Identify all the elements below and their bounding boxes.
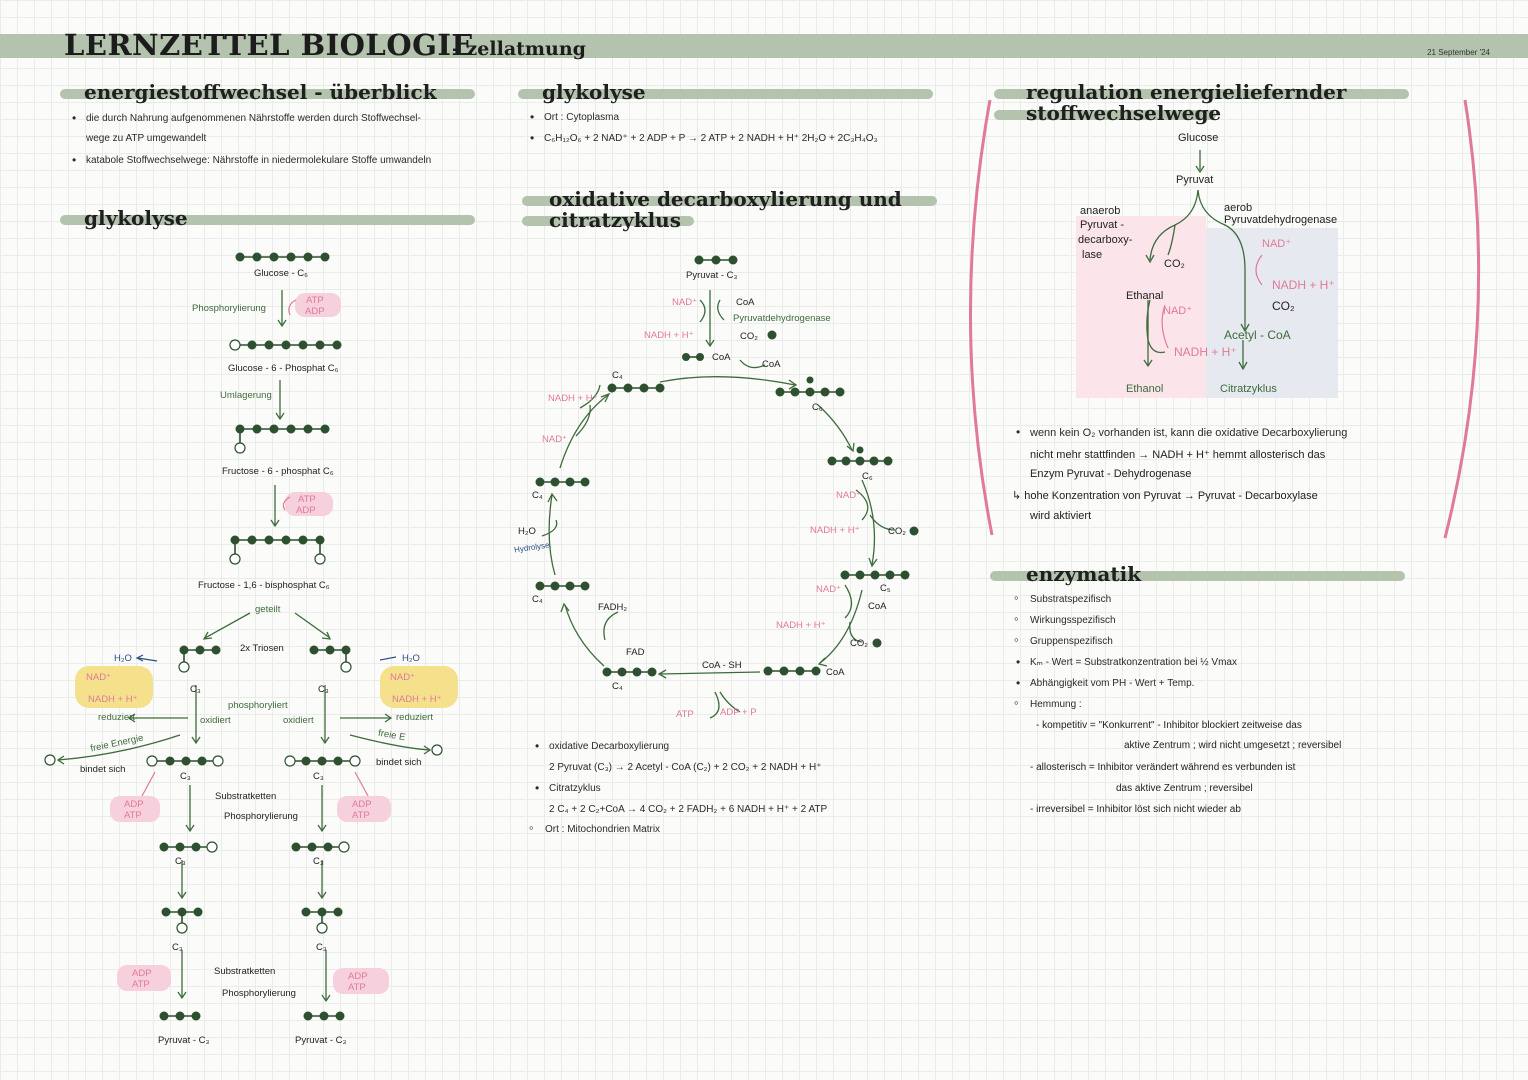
regulation-line-4: ↳ hohe Konzentration von Pyruvat → Pyruvat - Decarboxylase <box>1012 490 1318 502</box>
coash-label: CoA - SH <box>702 660 742 671</box>
bindet-label: bindet sich <box>376 757 422 768</box>
adp-label: ADP + P <box>720 707 757 718</box>
nad-label: NAD⁺ <box>542 434 568 445</box>
adp-label: ADP <box>305 306 325 317</box>
citrat-eq-1: 2 Pyruvat (C₃) → 2 Acetyl - CoA (C₂) + 2 CO₂ + 2 NADH + H⁺ <box>549 762 822 773</box>
hemmung-allosterisch-2: das aktive Zentrum ; reversibel <box>1116 783 1253 794</box>
nadh-label: NADH + H⁺ <box>392 694 442 705</box>
glykolyse-bullet-1: • Ort : Cytoplasma <box>544 112 619 123</box>
coa-label: CoA <box>762 359 781 370</box>
aerob-label-1: aerob <box>1224 202 1253 214</box>
hemmung-kompetitiv-2: aktive Zentrum ; wird nicht umgesetzt ; reversibel <box>1124 740 1342 751</box>
coa-label: CoA <box>826 667 845 678</box>
acetyl-label: Acetyl - CoA <box>1224 328 1291 342</box>
freie-e-label: freie E <box>377 727 407 744</box>
citrat-eq-2: 2 C₄ + 2 C₂+CoA → 4 CO₂ + 2 FADH₂ + 6 NADH + H⁺ + 2 ATP <box>549 804 828 815</box>
pyruvat-label: Pyruvat - C₃ <box>686 270 738 281</box>
anaerob-label-3: decarboxy- <box>1078 234 1133 246</box>
nad-label: NAD⁺ <box>836 490 862 501</box>
umlagerung-label: Umlagerung <box>220 390 272 401</box>
atp-label: ATP <box>352 810 370 821</box>
coa-label: CoA <box>736 297 755 308</box>
c3-label: C₃ <box>318 684 329 695</box>
hemmung-kompetitiv: - kompetitiv = "Konkurrent" - Inhibitor blockiert zeitweise das <box>1036 720 1302 731</box>
regulation-line-5: wird aktiviert <box>1030 510 1092 522</box>
section-heading-overview: energiestoffwechsel - überblick <box>84 80 437 104</box>
c4-label: C₄ <box>612 370 623 381</box>
atp-label: ATP <box>676 709 694 720</box>
co2-label: CO₂ <box>1164 258 1185 270</box>
phosphorylation-label: Phosphorylierung <box>192 303 266 314</box>
atp-label: ATP <box>124 810 142 821</box>
nadh-label: NADH + H⁺ <box>1272 278 1335 292</box>
g6p-label: Glucose - 6 - Phosphat C₆ <box>228 363 339 374</box>
date: 21 September '24 <box>1427 48 1490 57</box>
nad-label: NAD⁺ <box>1163 305 1193 317</box>
nad-label: NAD⁺ <box>1262 238 1292 250</box>
adp-label: ADP <box>348 971 368 982</box>
c4-label: C₄ <box>532 490 543 501</box>
atp-label: ATP <box>132 979 150 990</box>
c3-label: C₃ <box>313 771 324 782</box>
oxidiert-label: oxidiert <box>200 715 231 726</box>
f6p-label: Fructose - 6 - phosphat C₆ <box>222 466 334 477</box>
atp-label: ATP <box>348 982 366 993</box>
aerob-label-2: Pyruvatdehydrogenase <box>1224 214 1338 226</box>
enzymatik-bullet-5: • Abhängigkeit vom PH - Wert + Temp. <box>1030 678 1194 689</box>
glucose-label: Glucose <box>1178 132 1219 144</box>
pdh-label: Pyruvatdehydrogenase <box>733 313 831 324</box>
section-heading-glykolyse-diagram: glykolyse <box>84 206 188 230</box>
c3-label: C₃ <box>190 684 201 695</box>
freie-energie-label: freie Energie <box>89 732 145 755</box>
co2-label: CO₂ <box>850 638 868 649</box>
overview-bullet-1b: wege zu ATP umgewandelt <box>86 133 207 144</box>
nad-label: NAD⁺ <box>672 297 698 308</box>
adp-label: ADP <box>352 799 372 810</box>
glykolyse-bullet-2: • C₆H₁₂O₆ + 2 NAD⁺ + 2 ADP + P → 2 ATP + 2 NADH + H⁺ 2H₂O + 2C₃H₄O₃ <box>544 133 878 144</box>
fadh-label: FADH₂ <box>598 602 628 613</box>
nadh-label: NADH + H⁺ <box>88 694 138 705</box>
c3-label: C₃ <box>175 856 186 867</box>
oxidiert-label: oxidiert <box>283 715 314 726</box>
adp-label: ADP <box>132 968 152 979</box>
citrat-bullet-2: • Citratzyklus <box>549 783 601 794</box>
co2-label: CO₂ <box>1272 299 1295 313</box>
hemmung-allosterisch: - allosterisch = Inhibitor verändert während es verbunden ist <box>1030 762 1296 773</box>
substratketten-label: Substratketten <box>215 791 277 802</box>
nadh-label: NADH + H⁺ <box>1174 345 1237 359</box>
phosphorylierung-label: Phosphorylierung <box>222 988 296 999</box>
geteilt-label: geteilt <box>255 604 281 615</box>
coa-label: CoA <box>868 601 887 612</box>
nad-label: NAD⁺ <box>86 672 112 683</box>
enzymatik-bullet-1: ◦ Substratspezifisch <box>1030 594 1111 605</box>
section-heading-glykolyse: glykolyse <box>542 80 646 104</box>
ethanal-label: Ethanal <box>1126 290 1164 302</box>
h2o-label: H₂O <box>114 653 132 664</box>
section-heading-enzymatik: enzymatik <box>1026 562 1142 586</box>
regulation-line-2: nicht mehr stattfinden → NADH + H⁺ hemmt allosterisch das <box>1030 449 1326 461</box>
c6-label: C₆ <box>812 402 823 413</box>
enzymatik-bullet-3: ◦ Gruppenspezifisch <box>1030 636 1113 647</box>
citrat-bullet-3: ◦ Ort : Mitochondrien Matrix <box>545 824 660 835</box>
phosphoryliert-label: phosphoryliert <box>228 700 288 711</box>
c3-label: C₃ <box>180 771 191 782</box>
f16bp-label: Fructose - 1,6 - bisphosphat C₆ <box>198 580 330 591</box>
section-heading-regulation-l1: regulation energieliefernder <box>1026 80 1347 104</box>
section-heading-regulation-l2: stoffwechselwege <box>1026 101 1222 125</box>
c3-label: C₃ <box>172 942 183 953</box>
anaerob-label-4: lase <box>1082 249 1103 261</box>
reduziert-label: reduziert <box>98 712 135 723</box>
ethanol-label: Ethanol <box>1126 383 1164 395</box>
fad-label: FAD <box>626 647 645 658</box>
enzymatik-bullet-4: • Kₘ - Wert = Substratkonzentration bei ½ Vmax <box>1030 657 1237 668</box>
adp-label: ADP <box>124 799 144 810</box>
c4-label: C₄ <box>532 594 543 605</box>
citratzyklus-label: Citratzyklus <box>1220 383 1277 395</box>
nadh-label: NADH + H⁺ <box>548 393 598 404</box>
h2o-label: H₂O <box>402 653 420 664</box>
phosphorylierung-label: Phosphorylierung <box>224 811 298 822</box>
regulation-line-3: Enzym Pyruvat - Dehydrogenase <box>1030 468 1192 480</box>
c3-label: C₃ <box>316 942 327 953</box>
triosen-label: 2x Triosen <box>240 643 284 654</box>
nadh-label: NADH + H⁺ <box>810 525 860 536</box>
nad-label: NAD⁺ <box>390 672 416 683</box>
page-subtitle: - zellatmung <box>452 38 586 60</box>
regulation-bullet-1: • wenn kein O₂ vorhanden ist, kann die oxidative Decarboxylierung <box>1030 427 1347 439</box>
substratketten-label: Substratketten <box>214 966 276 977</box>
overview-bullet-2: • katabole Stoffwechselwege: Nährstoffe in niedermolekulare Stoffe umwandeln <box>86 155 431 166</box>
bindet-label: bindet sich <box>80 764 126 775</box>
co2-label: CO₂ <box>740 331 758 342</box>
co2-label: CO₂ <box>888 526 906 537</box>
pyruvat-label: Pyruvat - C₃ <box>295 1035 347 1046</box>
atp-label: ATP <box>298 494 316 505</box>
nad-label: NAD⁺ <box>816 584 842 595</box>
enzymatik-bullet-2: ◦ Wirkungsspezifisch <box>1030 615 1116 626</box>
enzymatik-bullet-6: ◦ Hemmung : <box>1030 699 1082 710</box>
section-heading-citrat-l2: citratzyklus <box>549 208 681 232</box>
nadh-label: NADH + H⁺ <box>644 330 694 341</box>
hemmung-irreversibel: - irreversibel = Inhibitor löst sich nicht wieder ab <box>1030 804 1241 815</box>
adp-label: ADP <box>296 505 316 516</box>
hydrolyse-label: Hydrolyse <box>513 540 551 555</box>
anaerob-label-2: Pyruvat - <box>1080 219 1125 231</box>
citrat-bullet-1: • oxidative Decarboxylierung <box>549 741 669 752</box>
c5-label: C₅ <box>880 583 891 594</box>
coa-label: CoA <box>712 352 731 363</box>
glucose-label: Glucose - C₆ <box>254 268 308 279</box>
anaerob-label-1: anaerob <box>1080 205 1121 217</box>
c6-label: C₆ <box>862 471 873 482</box>
page-title: LERNZETTEL BIOLOGIE <box>64 28 475 62</box>
nadh-label: NADH + H⁺ <box>776 620 826 631</box>
c4-label: C₄ <box>612 681 623 692</box>
atp-label: ATP <box>306 295 324 306</box>
c3-label: C₃ <box>313 856 324 867</box>
overview-bullet-1: • die durch Nahrung aufgenommenen Nährstoffe werden durch Stoffwechsel- <box>86 113 421 124</box>
reduziert-label: reduziert <box>396 712 433 723</box>
h2o-label: H₂O <box>518 526 536 537</box>
section-heading-citrat-l1: oxidative decarboxylierung und <box>549 187 902 211</box>
pyruvat-label: Pyruvat <box>1176 174 1214 186</box>
pyruvat-label: Pyruvat - C₃ <box>158 1035 210 1046</box>
